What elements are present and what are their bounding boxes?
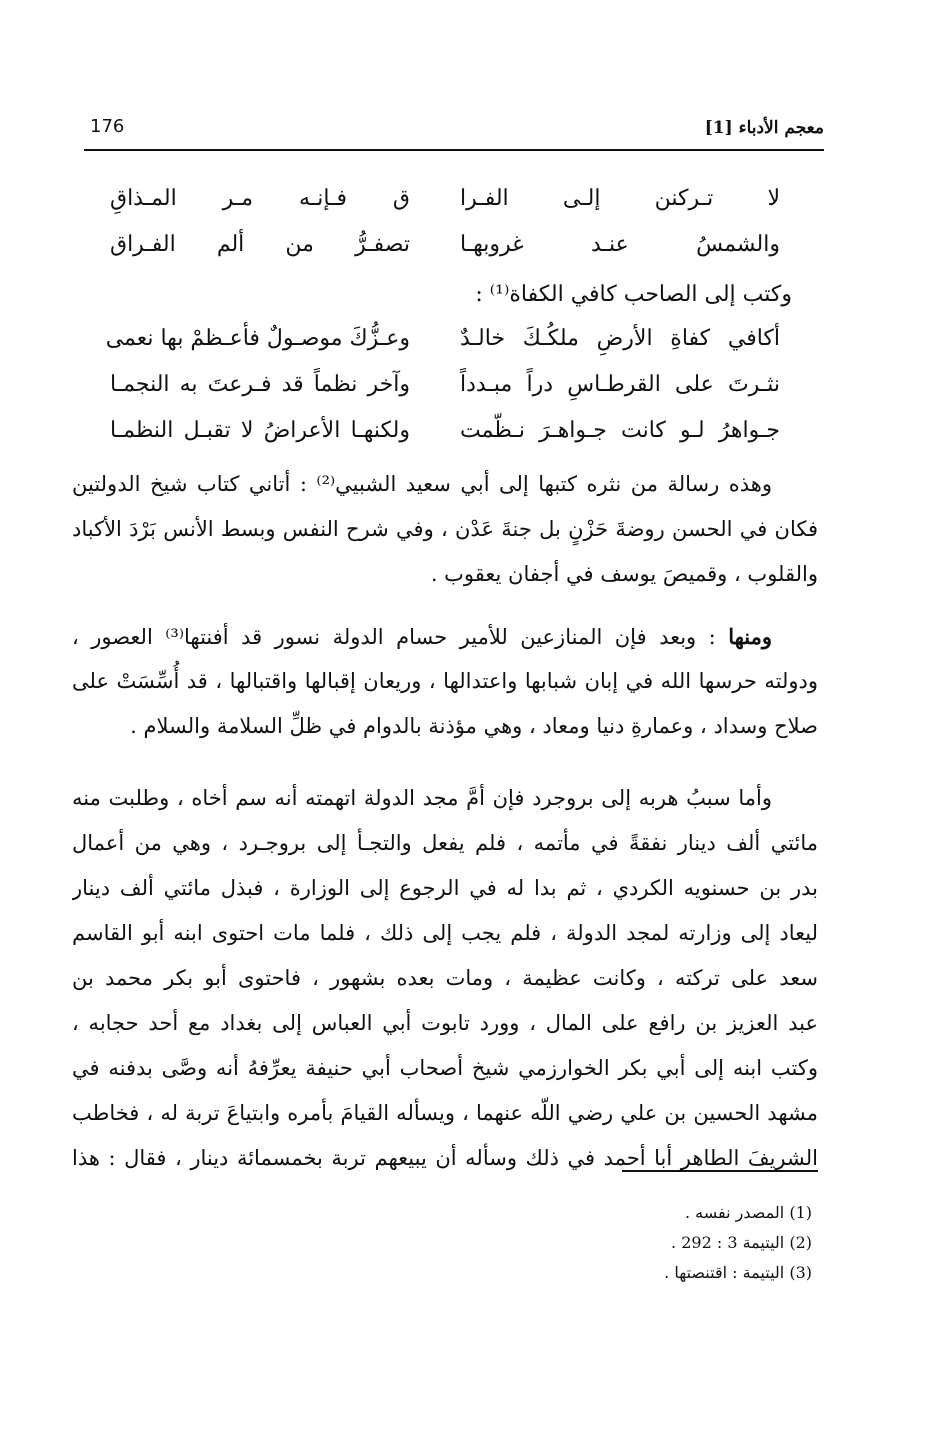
verse xyxy=(100,372,800,418)
hemistich-first: أكافي كفاةِ الأرضِ ملكُـكَ خالـدٌ xyxy=(460,326,780,351)
text-line: وأما سببُ هربه إلى بروجرد فإن أمَّ مجد الدولة اتهمته أنه سم أخاه ، وطلبت منه xyxy=(72,786,772,810)
text-line: وهذه رسالة من نثره كتبها إلى أبي سعيد الشبيي⁽²⁾ : أتاني كتاب شيخ الدولتين xyxy=(72,472,773,496)
hemistich-second: ولكنهـا الأعراضُ لا تقبـل النظمـا xyxy=(110,418,410,443)
verse xyxy=(100,418,800,464)
hemistich-second: تصفـرُّ من ألم الفـراق xyxy=(110,232,410,257)
running-title: معجم الأدباء [1] xyxy=(704,118,824,138)
footnote: (1) المصدر نفسه . xyxy=(685,1203,812,1222)
text-line: بدر بن حسنويه الكردي ، ثم بدا له في الرجوع إلى الوزارة ، فبذل مائتي ألف دينار xyxy=(72,876,818,900)
hemistich-first: جـواهرُ لـو كانت جـواهـرَ نـظّمت xyxy=(460,418,780,443)
hemistich-first: نثـرتَ على القرطـاسِ دراً مبـدداً xyxy=(460,372,780,397)
verse xyxy=(100,186,800,232)
hemistich-second: ق فـإنـه مـر المـذاقِ xyxy=(110,186,410,211)
text-line: فكان في الحسن روضةَ حَزْنٍ بل جنةَ عَدْن ، وفي شرح النفس وبسط الأنس بَرْدَ الأكباد xyxy=(72,517,818,541)
footnote: (2) اليتيمة 3 : 292 . xyxy=(671,1233,812,1252)
poem-intro: وكتب إلى الصاحب كافي الكفاة⁽¹⁾ : xyxy=(475,282,792,307)
text-line: مشهد الحسين بن علي رضي اللّه عنهما ، ويسأله القيامَ بأمره وابتياعَ تربة له ، فخاطب xyxy=(72,1101,818,1125)
paragraph-narrative xyxy=(72,776,818,1181)
text-line: مائتي ألف دينار نفقةً في مأتمه ، فلم يفعل والتجـأ إلى بروجـرد ، وهي من أعمال xyxy=(72,831,818,855)
text-line: عبد العزيز بن رافع على المال ، وورد تابوت أبي العباس إلى بغداد مع أحد حجابه ، xyxy=(72,1011,818,1035)
verse xyxy=(100,232,800,278)
text-line: والقلوب ، وقميصَ يوسف في أجفان يعقوب . xyxy=(430,562,818,586)
footnote: (3) اليتيمة : اقتنصتها . xyxy=(664,1263,812,1282)
text-line: صلاح وسداد ، وعمارةِ دنيا ومعاد ، وهي مؤذنة بالدوام في ظلِّ السلامة والسلام . xyxy=(130,714,818,738)
hemistich-first: والشمسُ عنـد غروبهـا xyxy=(460,232,780,257)
header-rule xyxy=(84,149,824,151)
hemistich-second: وعـزُّكَ موصـولٌ فأعـظمْ بها نعمى xyxy=(105,326,410,351)
text-line: ودولته حرسها الله في إبان شبابها واعتدالها ، وريعان إقبالها واقتبالها ، قد أُسِّسَتْ على xyxy=(72,669,818,693)
text-line: سعد على تركته ، وكانت عظيمة ، ومات بعده بشهور ، فاحتوى أبو بكر محمد بن xyxy=(72,966,818,990)
lead-rest: : وبعد فإن المنازعين للأمير حسام الدولة نسور قد أفنتها⁽³⁾ العصور ، xyxy=(72,625,729,649)
verse xyxy=(100,326,800,372)
paragraph-letter xyxy=(72,462,818,597)
text-line: الشريفَ الطاهر أبا أحمد في ذلك وسأله أن يبيعهم تربة بخمسمائة دينار ، فقال : هذا xyxy=(72,1146,818,1170)
page-number: 176 xyxy=(90,116,125,137)
poem-1 xyxy=(100,186,800,278)
paragraph-excerpt xyxy=(72,614,818,749)
page-header xyxy=(84,112,824,146)
lead-word: ومنها xyxy=(728,624,772,649)
text-line: وكتب ابنه إلى أبي بكر الخوارزمي شيخ أصحاب أبي حنيفة يعرِّفهُ أنه وصَّى بدفنه في xyxy=(72,1056,818,1080)
hemistich-second: وآخر نظماً قد فـرعتَ به النجمـا xyxy=(110,372,410,397)
text-line xyxy=(72,614,818,659)
hemistich-first: لا تـركنن إلـى الفـرا xyxy=(460,186,780,211)
text-line: ليعاد إلى وزارته لمجد الدولة ، فلم يجب إلى ذلك ، فلما مات احتوى ابنه أبو القاسم xyxy=(72,921,818,945)
poem-2 xyxy=(100,326,800,464)
footnote-rule xyxy=(622,1170,818,1172)
footnotes xyxy=(412,1198,812,1288)
